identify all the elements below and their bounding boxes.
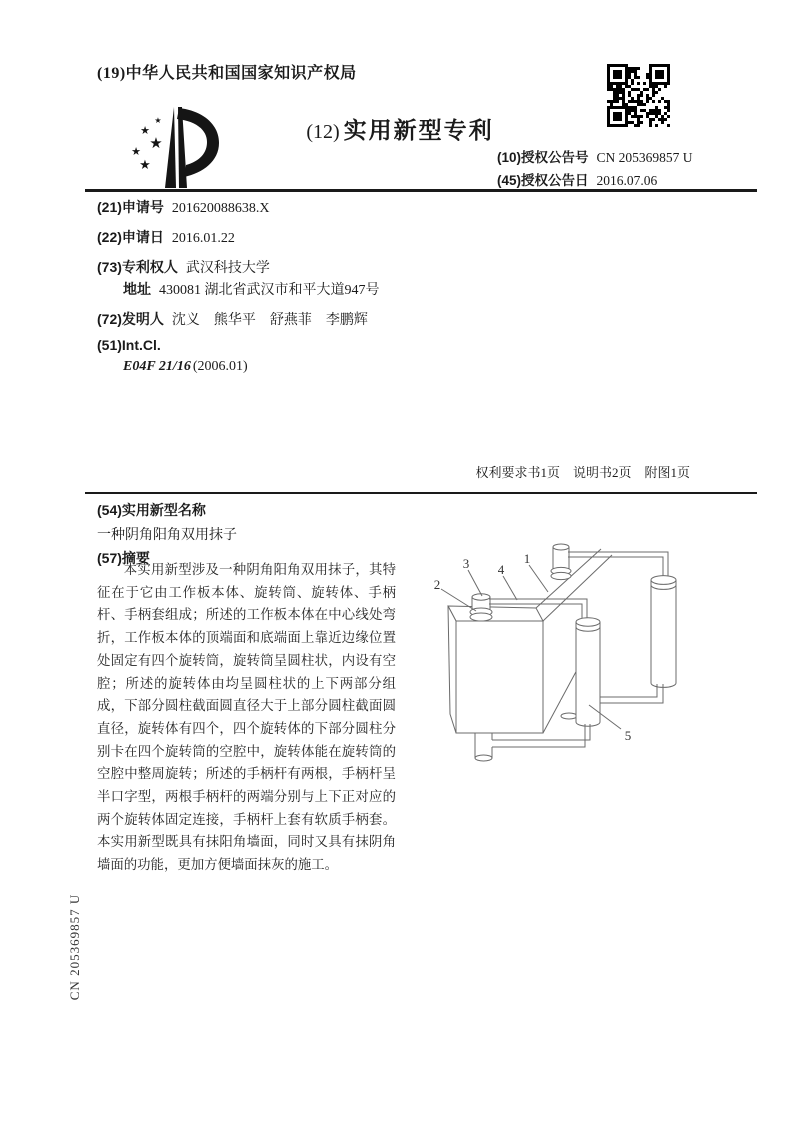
star-icon: ★	[149, 134, 163, 152]
publication-date-label: (45)授权公告日	[497, 173, 589, 188]
int-cl-class: E04F 21/16	[123, 359, 191, 374]
inventors-label: (72)发明人	[97, 311, 164, 327]
qr-code	[607, 64, 670, 127]
application-date: 2016.01.22	[171, 231, 235, 246]
address: 430081 湖北省武汉市和平大道947号	[159, 283, 380, 298]
patentee: 武汉科技大学	[185, 261, 270, 276]
star-icon: ★	[140, 124, 150, 137]
plate-front-face	[456, 621, 543, 733]
sidebar-publication-number: CN 205369857 U	[67, 893, 82, 1001]
document-type-title	[0, 112, 800, 145]
figure-label-1: 1	[523, 551, 531, 566]
publication-date-row	[497, 169, 657, 189]
plate-left-face	[448, 606, 456, 733]
plate-top-face	[448, 606, 543, 621]
star-icon: ★	[154, 116, 162, 125]
leader-line-4	[503, 576, 517, 600]
issuing-office: (19)中华人民共和国国家知识产权局	[97, 65, 357, 82]
application-date-row	[97, 227, 235, 247]
application-number-row	[97, 197, 270, 217]
patentee-row	[97, 257, 270, 277]
int-cl-value-row	[123, 359, 248, 375]
star-icon: ★	[139, 158, 151, 173]
utility-model-name-label: (54)实用新型名称	[97, 502, 206, 518]
leader-line-1	[529, 565, 548, 592]
figure-label-3: 3	[462, 556, 470, 571]
figure-label-2: 2	[433, 577, 441, 592]
section-divider	[85, 492, 757, 494]
inventors: 沈义 熊华平 舒燕菲 李鹏辉	[171, 313, 368, 328]
abstract-text: 本实用新型涉及一种阴角阳角双用抹子，其特征在于它由工作板本体、旋转筒、旋转体、手柄杆、手柄套组成；所述的工作板本体在中心线处弯折，工作板本体的顶端面和底端面上靠近边缘位置处固定有四个旋转筒，旋转筒呈圆柱状，内设有空腔；所述的旋转体由均呈圆柱状的上下两部分组成，下部分圆柱截面圆直径大于上部分圆柱截面圆直径，旋转体有四个，四个旋转体的下部分圆柱分别卡在四个旋转筒的空腔中，旋转体能在旋转筒的空腔中整周旋转；所述的手柄杆有两根，手柄杆呈半口字型，两根手柄杆的两端分别与上下正对应的两个旋转体固定连接，手柄杆上套有软质手柄套。本实用新型既具有抹阳角墙面，同时又具有抹阴角墙面的功能，更加方便墙面抹灰的施工。	[97, 562, 396, 873]
document-type-prefix: (12)	[306, 121, 340, 143]
int-cl-year: (2006.01)	[192, 359, 248, 374]
figure-label-5: 5	[624, 728, 632, 743]
handle-sleeve-right	[651, 576, 676, 585]
leader-line-3	[468, 570, 482, 596]
address-label: 地址	[123, 281, 151, 297]
publication-number-label: (10)授权公告号	[497, 150, 589, 165]
header-divider	[85, 189, 757, 192]
publication-number: CN 205369857 U	[596, 150, 693, 165]
patentee-label: (73)专利权人	[97, 259, 178, 275]
tube-bottom-right	[598, 684, 657, 697]
rotating-drum-top-right	[553, 544, 569, 550]
tube-bottom-right	[598, 684, 663, 703]
abstract-label: (57)摘要	[97, 550, 150, 566]
int-cl-row	[97, 337, 161, 355]
address-row	[123, 279, 380, 299]
application-number-label: (21)申请号	[97, 199, 164, 215]
star-icon: ★	[131, 145, 141, 158]
utility-model-title: 一种阴角阳角双用抹子	[97, 528, 237, 543]
handle-sleeve-center	[576, 618, 600, 626]
rotating-drum-hidden-rim	[561, 713, 577, 719]
handle-bar-right	[568, 557, 663, 577]
pages-info: 权利要求书1页 说明书2页 附图1页	[475, 465, 690, 480]
handle-bar-right	[568, 552, 668, 577]
application-date-label: (22)申请日	[97, 229, 164, 245]
application-number: 201620088638.X	[171, 201, 270, 216]
inventors-row	[97, 309, 368, 329]
int-cl-label: (51)Int.Cl.	[97, 337, 161, 353]
patent-drawing	[410, 535, 745, 835]
document-type-name: 实用新型专利	[343, 117, 494, 143]
publication-number-row	[497, 146, 693, 166]
rotating-drum-bottom-left	[475, 755, 492, 761]
publication-date: 2016.07.06	[596, 173, 658, 188]
figure-label-4: 4	[497, 562, 505, 577]
